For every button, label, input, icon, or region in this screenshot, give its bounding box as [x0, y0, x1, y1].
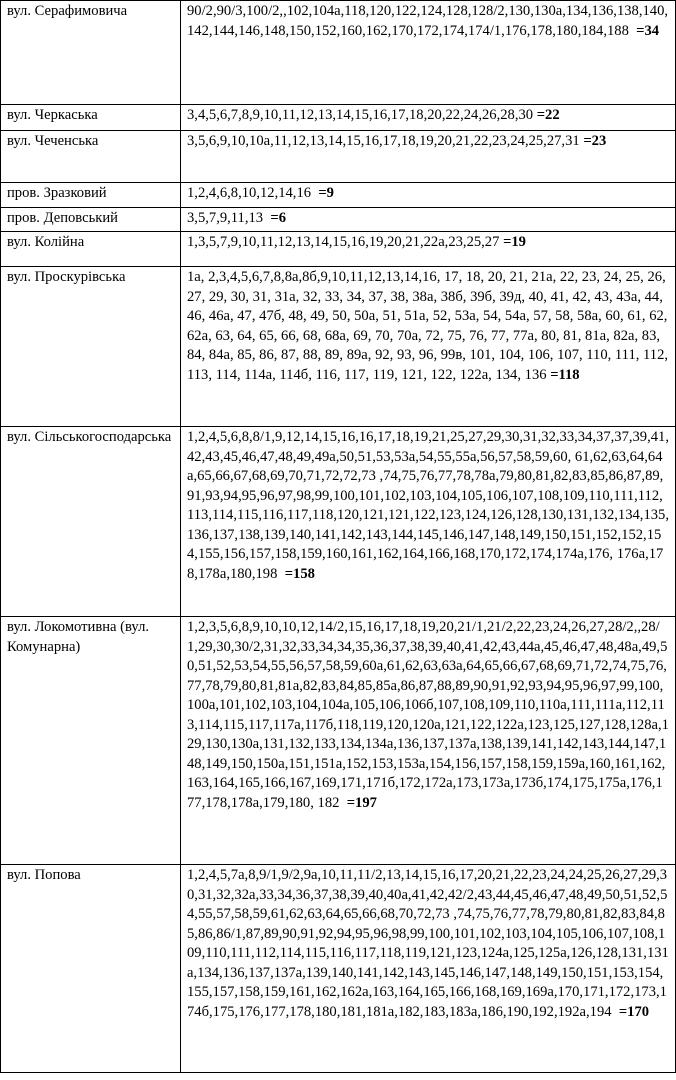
house-numbers: 1,2,4,6,8,10,12,14,16 [187, 185, 312, 201]
house-numbers-cell [181, 1, 676, 105]
house-numbers-cell [181, 267, 676, 427]
table-row [1, 207, 676, 232]
table-row [1, 105, 676, 131]
street-name: пров. Деповський [1, 207, 181, 232]
street-name: вул. Сільськогосподарська [1, 427, 181, 617]
house-count: =23 [583, 133, 607, 149]
house-count: =9 [318, 185, 334, 201]
street-name: вул. Попова [1, 865, 181, 1073]
table-row [1, 267, 676, 427]
house-numbers: 1,2,3,5,6,8,9,10,10,12,14/2,15,16,17,18,19,20,21/1,21/2,22,23,24,26,27,28/2,,28/1,29,30,30/2,31,32,33,34,34,35,36,37,38,39,40,41,42,43,44а,45,46,47,48,48а,49,50,51,52,53,54,55,56,57,58,59,60а,61,62,63,63а,64,65,66,67,68,69,71,72,74,75,76,77,78,79,80,81,81а,82,83,84,85,85а,86,87,88,89,90,91,92,93,94,95,96,97,99,100,100а,101,102,103,104,104а,105,106,106б,107,108,109,110,110а,111,111а,112,113,114,115,117,117а,117б,118,119,120,120а,121,122,122а,123,125,127,128,128а,129,130,130а,131,132,133,134,134а,136,137,137а,138,139,141,142,143,144,147,148,149,150,150а,151,151а,152,153,153а,154,156,157,158,159,159а,160,161,162,163,164,165,166,167,169,171,171б,172,172а,173,173а,173б,174,175,175а,176,177,178,178а,179,180, 182 [187, 619, 669, 811]
house-count: =118 [550, 366, 580, 383]
house-numbers-cell [181, 183, 676, 208]
house-numbers-cell [181, 865, 676, 1073]
house-numbers-cell [181, 232, 676, 267]
table-row [1, 865, 676, 1073]
house-count: =170 [618, 1003, 650, 1020]
house-numbers: 3,4,5,6,7,8,9,10,11,12,13,14,15,16,17,18,20,22,24,26,28,30 [187, 107, 534, 123]
house-numbers-cell [181, 617, 676, 865]
house-numbers: 1,2,4,5,7а,8,9/1,9/2,9а,10,11,11/2,13,14,15,16,17,20,21,22,23,24,24,25,26,27,29,30,31,32,32а,33,34,36,37,38,39,40,40а,41,42,42/2,43,44,45,46,47,48,49,50,51,52,54,55,57,58,59,61,62,63,64,65,66,68,70,72,73 ,74,75,76,77,78,79,80,81,82,83,84,85,86,86/1,87,89,90,91,92,94,95,96,98,99,100,101,102,103,104,105,106,107,108,109,110,111,112,114,115,116,117,118,119,121,123,124а,125,125а,126,128,131,131а,134,136,137,137а,139,140,141,142,143,145,146,147,148,149,150,151,153,154,155,157,158,159,161,162,162а,163,164,165,166,168,169,169а,170,171,172,173,174б,175,176,177,178,180,181,181а,182,183,183а,186,190,192,192а,194 [187, 867, 669, 1020]
house-numbers: 3,5,7,9,11,13 [187, 209, 264, 226]
street-name: вул. Колійна [1, 232, 181, 267]
house-numbers-cell [181, 207, 676, 232]
street-name: вул. Проскурівська [1, 267, 181, 427]
house-count: =158 [284, 565, 315, 582]
house-numbers-cell [181, 105, 676, 131]
house-numbers: 1а, 2,3,4,5,6,7,8,8а,8б,9,10,11,12,13,14,16, 17, 18, 20, 21, 21а, 22, 23, 24, 25, 26, 27, 29, 30, 31, 31а, 32, 33, 34, 37, 38, 38а, 38б, 39б, 39д, 40, 41, 42, 43, 43а, 44, 46, 46а, 47, 47б, 48, 49, 50, 50а, 51, 51а, 52, 53а, 54, 54а, 57, 58, 58а, 60, 61, 62, 62а, 63, 64, 65, 66, 68, 68а, 69, 70, 70а, 72, 75, 76, 77, 77а, 80, 81, 81а, 82а, 83, 84, 84а, 85, 86, 87, 88, 89, 89а, 92, 93, 96, 99в, 101, 104, 106, 107, 110, 111, 112, 113, 114, 114а, 114б, 116, 117, 119, 121, 122, 122а, 134, 136 [187, 269, 669, 383]
table-row [1, 131, 676, 183]
street-name: вул. Серафимовича [1, 1, 181, 105]
street-name: пров. Зразковий [1, 183, 181, 208]
house-numbers: 3,5,6,9,10,10а,11,12,13,14,15,16,17,18,19,20,21,22,23,24,25,27,31 [187, 133, 580, 149]
house-count: =22 [536, 107, 560, 123]
table-row [1, 232, 676, 267]
house-count: =19 [503, 234, 526, 250]
house-numbers-cell [181, 427, 676, 617]
table-row [1, 617, 676, 865]
house-numbers-cell [181, 131, 676, 183]
house-numbers: 90/2,90/3,100/2,,102,104а,118,120,122,124,128,128/2,130,130а,134,136,138,140,142,144,146,148,150,152,160,162,170,172,174,174/1,176,178,180,184,188 [187, 3, 669, 39]
house-numbers: 1,3,5,7,9,10,11,12,13,14,15,16,19,20,21,22а,23,25,27 [187, 234, 500, 250]
house-count: =6 [270, 209, 286, 226]
street-name: вул. Чеченська [1, 131, 181, 183]
table-row [1, 183, 676, 208]
street-name: вул. Локомотивна (вул. Комунарна) [1, 617, 181, 865]
table-row [1, 427, 676, 617]
street-name: вул. Черкаська [1, 105, 181, 131]
house-count: =34 [636, 22, 660, 39]
house-numbers: 1,2,4,5,6,8,8/1,9,12,14,15,16,16,17,18,19,21,25,27,29,30,31,32,33,34,37,37,39,41,42,43,45,46,47,48,49,49а,50,51,53,53а,54,55,55а,56,57,58,59,60, 61,62,63,64,64а,65,66,67,68,69,70,71,72,72,73 ,74,75,76,77,78,78а,79,80,81,82,83,85,86,87,89,91,93,94,95,96,97,98,99,100,101,102,103,104,105,106,107,108,109,110,111,112,113,114,115,116,117,118,120,121,121,122,123,124,126,128,130,131,132,134,135,136,137,138,139,140,141,142,143,144,145,146,147,148,149,150,151,152,152,154,155,156,157,158,159,160,161,162,164,166,168,170,172,174,174а,176, 176а,178,178а,180,198 [187, 429, 669, 582]
house-count: =197 [346, 794, 377, 811]
table-row [1, 1, 676, 105]
